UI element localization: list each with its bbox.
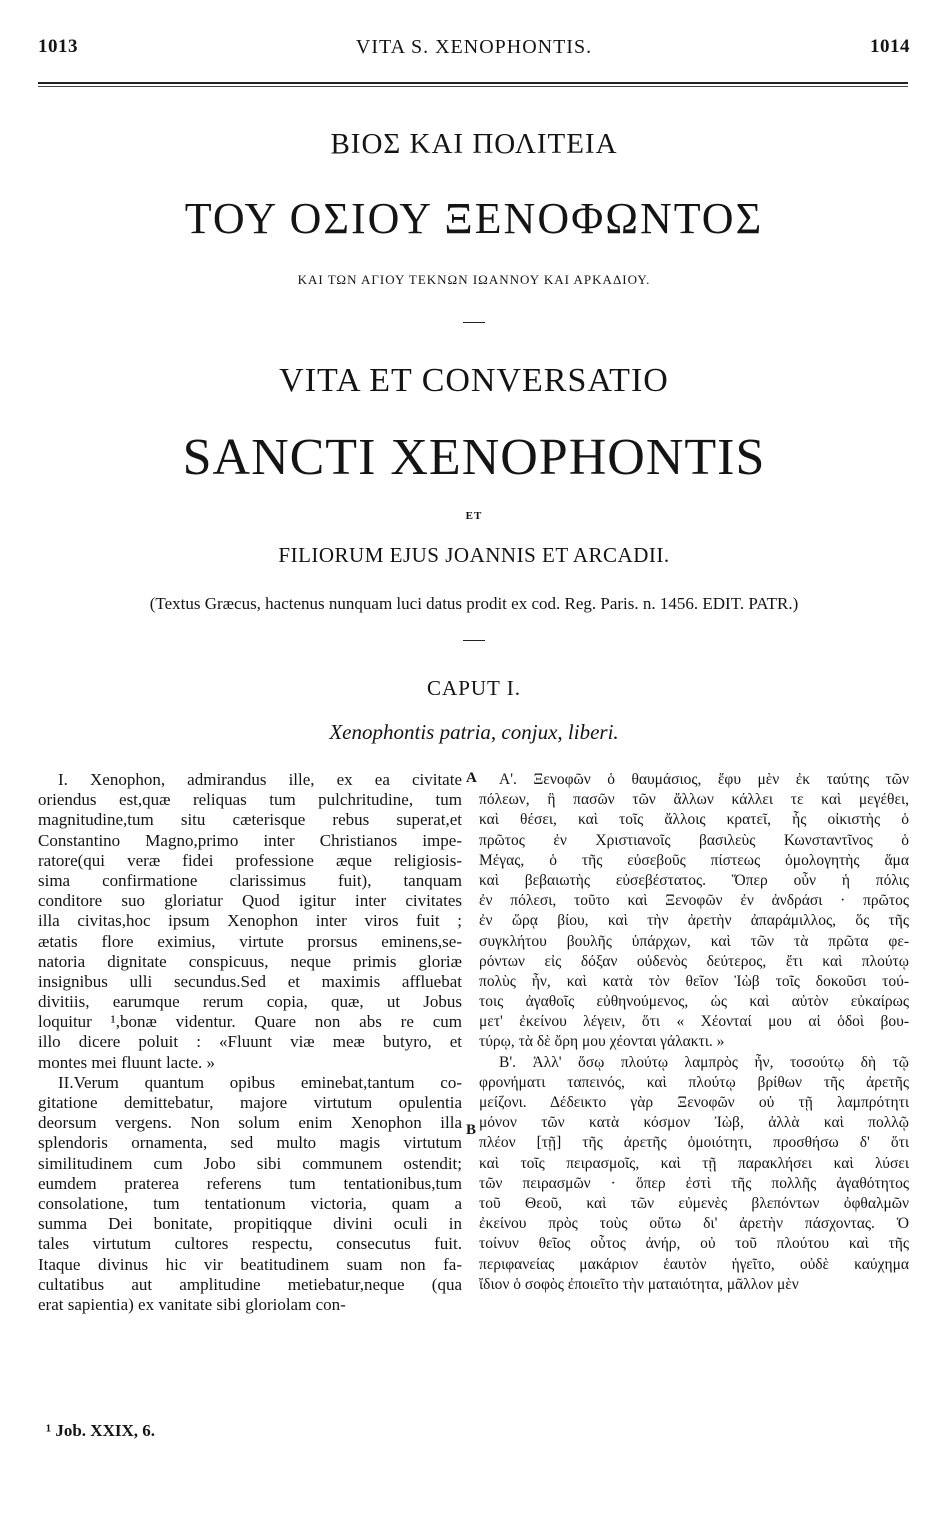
text-line: μετ' ἐκείνου λέγειν, ὅτι « Χέονταί μου αἱ ὁδοὶ βου- — [479, 1013, 909, 1031]
text-line: καὶ θέσει, καὶ τοῖς ἄλλοις κρατεῖ, ἧς οἰκιστὴς ὁ — [479, 811, 909, 829]
text-line: cultatibus aut amplitudine metiebatur,neque (qua — [38, 1274, 462, 1294]
text-line: ἐν ὥρᾳ βίου, καὶ τὴν ἀρετὴν ἀπαράμιλλος, ὅς τῆς — [479, 912, 909, 930]
section-separator — [463, 640, 485, 641]
right-page-number: 1014 — [870, 36, 910, 57]
greek-column — [479, 770, 909, 1295]
latin-title-line-2: SANCTI XENOPHONTIS — [182, 429, 766, 486]
latin-column — [38, 770, 462, 1315]
text-line: conditore suo gloriatur Quod igitur inter civitates — [38, 891, 462, 911]
text-line: Α'. Ξενοφῶν ὁ θαυμάσιος, ἔφυ μὲν ἐκ ταύτης τῶν — [499, 771, 909, 788]
text-line: gitatione demittebatur, majore virtutum opulentia — [38, 1093, 462, 1112]
text-line: erat sapientia) ex vanitate sibi gloriolam con- — [38, 1294, 346, 1314]
text-line: deorsum vergens. Non solum enim Xenophon illa — [38, 1113, 462, 1133]
text-line: συγκλήτου βουλῆς ὑπάρχων, καὶ τῶν τὰ πρῶτα φε- — [479, 932, 909, 950]
text-line: illa civitas,hoc ipsum Xenophon inter viros fuit ; — [38, 911, 462, 931]
text-line: illo dicere poluit : «Fluunt viæ meæ butyro, et — [38, 1032, 462, 1052]
greek-title-line-2: ΤΟΥ ΟΣΙΟΥ ΞΕΝΟΦΩΝΤΟΣ — [184, 194, 764, 243]
text-line: περιφανείας μακάριον ἑαυτὸν ἡγεῖτο, οὐδὲ καύχημα — [479, 1255, 909, 1273]
latin-title-et: ET — [465, 510, 483, 522]
header-rule — [38, 82, 908, 84]
chapter-subtitle: Xenophontis patria, conjux, liberi. — [329, 720, 619, 744]
text-line: ἐκείνου πρὸς τοὺς οὕτω δι' ἀρετὴν πάσχοντας. Ὁ — [479, 1215, 909, 1233]
text-line: montes mei fluunt lacte. » — [38, 1052, 216, 1072]
text-line: πρῶτος ἐν Χριστιανοῖς βασιλεὺς Κωνσταντῖνος ὁ — [479, 831, 909, 849]
text-line: eumdem praterea referens tum tentationibus,tum — [38, 1173, 462, 1193]
greek-title-line-3: ΚΑΙ ΤΩΝ ΑΓΙΟΥ ΤΕΚΝΩΝ ΙΩΑΝΝΟΥ ΚΑΙ ΑΡΚΑΔΙΟΥ. — [297, 272, 651, 287]
text-line: natoria dignitate conspicuus, neque primis gloriæ — [38, 951, 462, 971]
text-line: similitudinem cum Jobo sibi communem ostendit; — [38, 1153, 462, 1173]
footnote: ¹ Job. XXIX, 6. — [46, 1421, 155, 1440]
text-line: ἐν πόλεσι, τοῦτο καὶ Ξενοφῶν ἐν ἀνδράσι · πρῶτος — [479, 892, 909, 910]
text-line: splendoris ornamenta, sed multo magis virtutum — [38, 1133, 462, 1153]
text-line: πόλεων, ἣ πασῶν τῶν ἄλλων κάλλει τε καὶ μεγέθει, — [479, 791, 909, 809]
text-line: II.Verum quantum opibus eminebat,tantum co- — [58, 1072, 462, 1092]
text-line: Μέγας, ὁ τῆς εὐσεβοῦς πίστεως ὁμολογητὴς ἅμα — [479, 851, 909, 869]
header-rule-thin — [38, 86, 908, 87]
text-line: τῶν πειρασμῶν · ὅπερ ἐστὶ τῆς πολλῆς ἀγαθότητος — [479, 1174, 909, 1192]
margin-marker-a: A — [466, 770, 477, 786]
edition-note: (Textus Græcus, hactenus nunquam luci datus prodit ex cod. Reg. Paris. n. 1456. EDIT. PATR.) — [149, 594, 799, 613]
text-line: Β'. Ἀλλ' ὅσῳ πλούτῳ λαμπρὸς ἦν, τοσούτῳ δὴ τῷ — [499, 1053, 909, 1071]
title-separator — [463, 322, 485, 323]
latin-title-line-1: VITA ET CONVERSATIO — [279, 362, 669, 399]
text-line: oriendus est,quæ reliquas tum pulchritudine, tum — [38, 790, 462, 810]
text-line: καὶ βεβαιωτὴς εὐσεβέστατος. Ὅπερ οὖν ἡ πόλις — [479, 871, 909, 889]
text-line: μόνον τῶν κατὰ κόσμον Ἰὼβ, ἀλλὰ καὶ πολλῷ — [479, 1114, 909, 1132]
margin-marker-b: B — [466, 1122, 477, 1138]
text-line: τοίνυν θεῖος οὗτος ἀνήρ, οὐ τοῦ πλούτου καὶ τῆς — [479, 1235, 909, 1253]
text-line: sima confirmatione clarissimus fuit), tanquam — [38, 870, 462, 890]
chapter-heading: CAPUT I. — [427, 676, 521, 700]
running-title: VITA S. XENOPHONTIS. — [355, 36, 593, 58]
text-line: tales virtutum cultores respectu, consecutus fuit. — [38, 1234, 462, 1254]
text-line: πλέον [τῇ] τῆς ἀρετῆς ὁμοιότητι, προσθήσω δ' ὅτι — [479, 1134, 909, 1152]
text-line: summa Dei bonitate, propitiqque divini oculi in — [38, 1214, 462, 1234]
text-line: ἴδιον ὁ σοφὸς ἐποιεῖτο τὴν ματαιότητα, μᾶλλον μὲν — [479, 1275, 799, 1293]
text-line: ætatis flore eximius, virtute prorsus eminens,se- — [38, 931, 462, 951]
latin-title-line-3: FILIORUM EJUS JOANNIS ET ARCADII. — [278, 543, 670, 567]
text-line: I. Xenophon, admirandus ille, ex ea civitate — [58, 770, 462, 789]
left-page-number: 1013 — [38, 36, 78, 57]
text-line: Itaque divinus hic vir beatitudinem suam non fa- — [38, 1254, 462, 1274]
text-line: loquitur ¹,bonæ videntur. Quare non abs re cum — [38, 1012, 462, 1032]
text-line: divitiis, earumque rerum copia, quæ, ut Jobus — [38, 992, 462, 1012]
text-line: insignibus ulli secundus.Sed et maximis affluebat — [38, 971, 462, 991]
text-line: τοῦ Θεοῦ, καὶ τῶν εὐμενὲς βλεπόντων ὀφθαλμῶν — [479, 1194, 909, 1212]
text-line: καὶ τοῖς πειρασμοῖς, καὶ τῇ παρακλήσει καὶ λύσει — [479, 1154, 909, 1172]
greek-title-line-1: ΒΙΟΣ ΚΑΙ ΠΟΛΙΤΕΙΑ — [330, 128, 618, 160]
text-line: consolatione, tum tentationum victoria, quam a — [38, 1193, 462, 1213]
text-line: μείζονι. Δέδεικτο γὰρ Ξενοφῶν οὐ τῇ λαμπρότητι — [479, 1094, 909, 1111]
text-line: πολὺς ἦν, καὶ κατὰ τὸν θεῖον Ἰὼβ τοῖς δοκοῦσι τού- — [479, 972, 909, 990]
text-line: magnitudine,tum situ cæterisque rebus superat,et — [38, 810, 462, 830]
text-line: τύρῳ, τὰ δὲ ὄρη μου χέονται γάλακτι. » — [479, 1033, 725, 1051]
text-line: ρόντων εἰς δόξαν οὐδενὸς δεύτερος, ἔτι καὶ πλούτῳ — [479, 952, 909, 970]
text-line: τοις ἀγαθοῖς εὐθηνούμενος, ὡς καὶ αὐτὸν εὐκαίρως — [479, 993, 909, 1011]
text-line: Constantino Magno,primo inter Christianos impe- — [38, 830, 462, 850]
text-line: φρονήματι ταπεινός, καὶ πλούτῳ βρίθων τῆς ἀρετῆς — [479, 1073, 909, 1091]
text-line: ratore(qui veræ fidei professione æque religiosis- — [38, 850, 462, 870]
